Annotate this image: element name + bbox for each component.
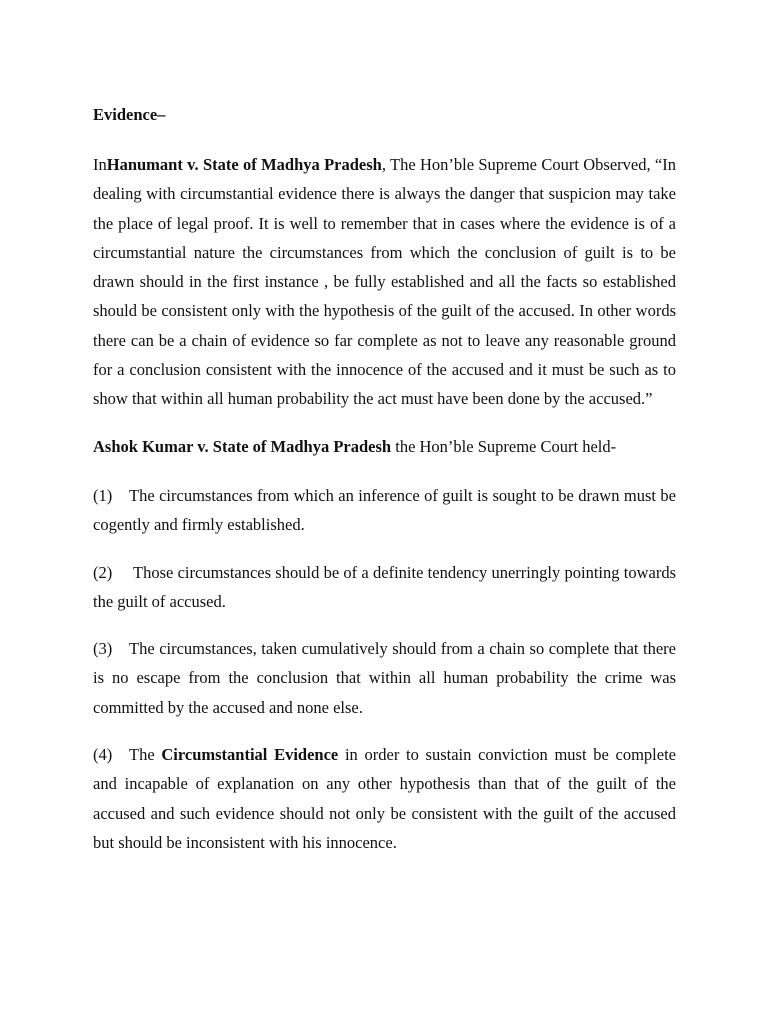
point-text: Those circumstances should be of a definite tendency unerringly pointing towards the guilt of accused. xyxy=(93,562,676,611)
section-heading: Evidence– xyxy=(93,105,166,124)
point-2 xyxy=(93,558,676,617)
point-1 xyxy=(93,481,676,540)
point-number: (1) xyxy=(93,485,113,505)
point-text: The circumstances, taken cumulatively should from a chain so complete that there is no escape from the conclusion that within all human probability the crime was committed by the accused and none else. xyxy=(93,639,676,717)
hanumant-paragraph xyxy=(93,150,676,414)
point-text: The circumstances from which an inference of guilt is sought to be drawn must be cogently and firmly established. xyxy=(93,485,676,535)
ashok-kumar-paragraph xyxy=(93,432,676,461)
point-text: in order to sustain conviction must be complete and incapable of explanation on any other hypothesis than that of the guilt of the accused and such evidence should not only be consistent with the guilt of the accused but should be inconsistent with his innocence. xyxy=(93,745,676,852)
document-body xyxy=(93,103,676,875)
para2-text: the Hon’ble Supreme Court held- xyxy=(391,436,617,456)
hanumant-case-name: Hanumant v. State of Madhya Pradesh xyxy=(106,155,382,174)
point-number: (2) xyxy=(93,562,113,582)
point-4 xyxy=(93,740,676,857)
point-number: (4) xyxy=(93,745,113,765)
circumstantial-evidence-term: Circumstantial Evidence xyxy=(161,745,339,765)
point-number: (3) xyxy=(93,639,113,659)
ashok-kumar-case-name: Ashok Kumar v. State of Madhya Pradesh xyxy=(93,436,392,456)
para1-prefix: In xyxy=(93,155,107,174)
point-3 xyxy=(93,634,676,722)
para1-text: , The Hon’ble Supreme Court Observed, “In dealing with circumstantial evidence there is always the danger that suspicion may take the place of legal proof. It is well to remember that in cases where the evidence is of a circumstantial nature the circumstances from which the conclusion of guilt is to be drawn should in the first instance , be fully established and all the facts so established should be consistent only with the hypothesis of the guilt of the accused. In other words there can be a chain of evidence so far complete as not to leave any reasonable ground for a conclusion consistent with the innocence of the accused and it must be such as to show that within all human probability the act must have been done by the accused.” xyxy=(93,155,676,409)
point-prefix: The xyxy=(129,745,162,765)
